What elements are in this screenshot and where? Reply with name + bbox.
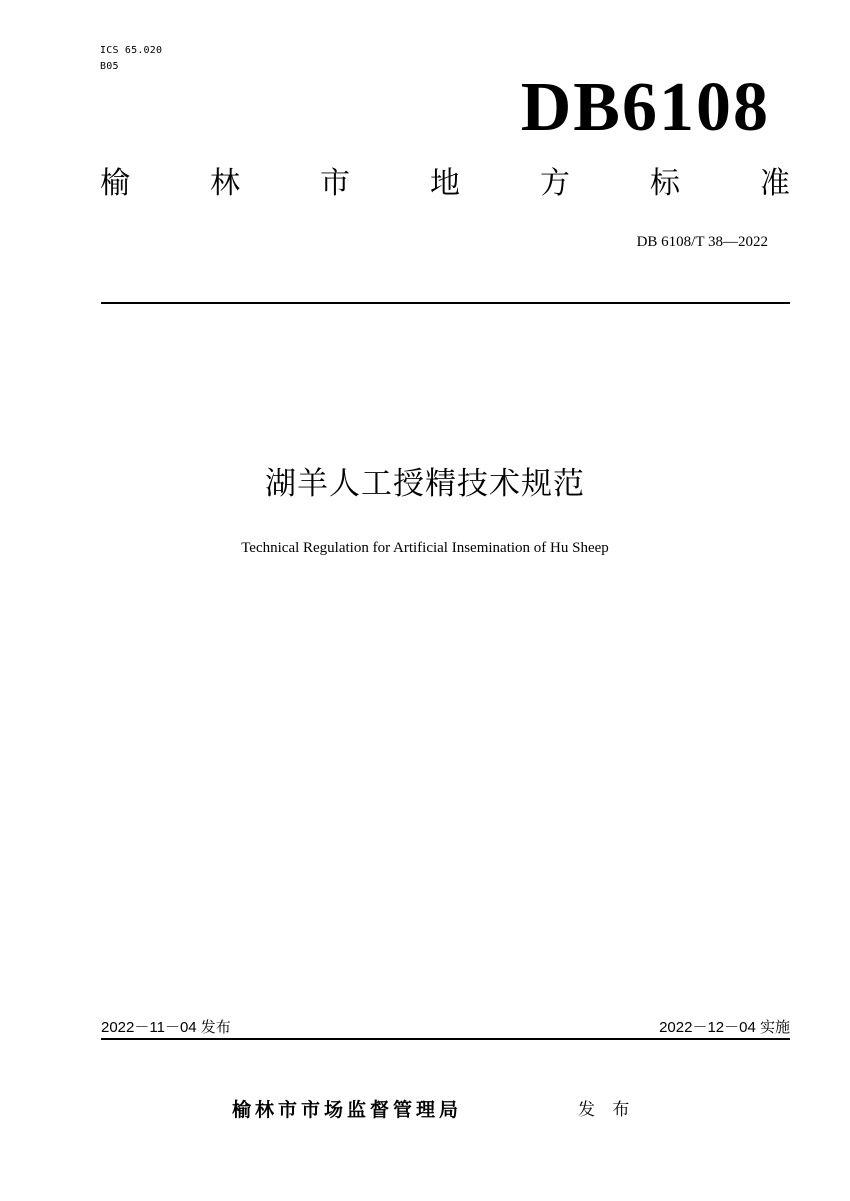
standard-type-char: 准: [760, 166, 790, 201]
issue-label: 发 布: [578, 1100, 636, 1120]
standard-code: DB6108: [520, 69, 770, 146]
standard-type-char: 林: [210, 166, 240, 201]
document-title-chinese: 湖羊人工授精技术规范: [265, 466, 585, 502]
ccs-code: B05: [100, 61, 119, 72]
issuing-authority: 榆林市市场监督管理局: [232, 1099, 463, 1121]
implementation-date: 2022－12－04 实施: [659, 1019, 790, 1036]
ics-code: ICS 65.020: [100, 45, 163, 56]
classification-codes: [100, 43, 162, 75]
standard-type-char: 标: [650, 166, 680, 201]
header-divider: [101, 302, 790, 304]
footer-divider: [101, 1038, 790, 1040]
standard-type-title: [100, 162, 790, 206]
standard-number: DB 6108/T 38—2022: [636, 234, 768, 250]
issue-date: 2022－11－04 发布: [101, 1019, 231, 1036]
standard-type-char: 市: [320, 166, 350, 201]
standard-type-char: 榆: [100, 166, 130, 201]
document-title-english: Technical Regulation for Artificial Insemination of Hu Sheep: [241, 540, 609, 556]
standard-type-char: 方: [540, 166, 570, 201]
standard-type-char: 地: [430, 166, 460, 201]
